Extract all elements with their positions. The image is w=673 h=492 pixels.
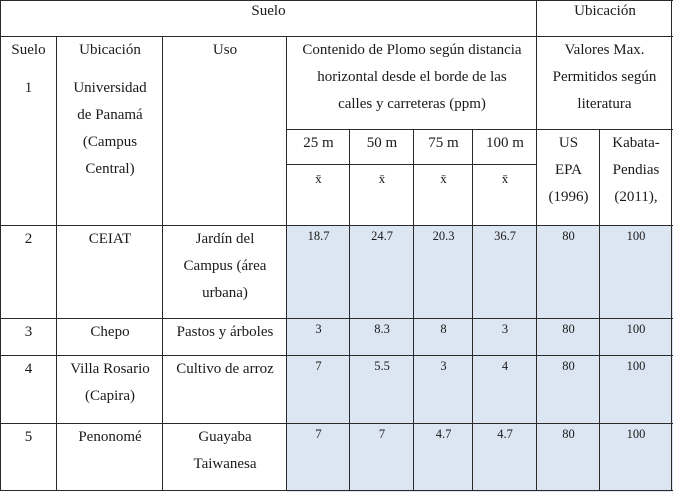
row-5-value-100m: 4.7 xyxy=(497,427,513,441)
row-2-uso-line-3: urbana) xyxy=(202,285,248,301)
row-4-ubicacion xyxy=(57,356,163,423)
row-5-value-50m: 7 xyxy=(378,427,386,441)
suelo-group-header: Suelo xyxy=(251,3,286,19)
lead-header-line-1: Contenido de Plomo según distancia xyxy=(302,42,522,58)
row-2-uso xyxy=(163,226,287,318)
distance-100m: 100 m xyxy=(486,135,524,151)
row-5-suelo: 5 xyxy=(24,429,33,445)
distance-75m: 75 m xyxy=(428,135,459,151)
ubicacion-first-line-1: Universidad xyxy=(73,80,147,96)
row-3-suelo: 3 xyxy=(24,324,33,340)
us-epa-line-3: (1996) xyxy=(548,189,589,205)
lead-header-line-2: horizontal desde el borde de las xyxy=(317,69,507,85)
row-4-value-100m: 4 xyxy=(501,359,509,373)
row-5-uso-line-2: Taiwanesa xyxy=(193,456,257,472)
row-3-value-25m: 3 xyxy=(315,322,322,336)
kabata-line-1: Kabata- xyxy=(612,135,660,151)
row-2-ubicacion: CEIAT xyxy=(88,231,132,247)
ubicacion-group-header: Ubicación xyxy=(574,3,636,19)
mean-symbol-50m: x̄ xyxy=(378,171,386,186)
row-3-us-epa: 80 xyxy=(562,322,575,336)
row-5-value-25m: 7 xyxy=(315,427,322,441)
lead-header-line-3: calles y carreteras (ppm) xyxy=(338,96,486,112)
row-2-suelo: 2 xyxy=(24,231,33,247)
row-4-kabata: 100 xyxy=(626,359,646,373)
row-5-uso-line-1: Guayaba xyxy=(198,429,252,445)
us-epa-line-1: US xyxy=(558,135,579,151)
row-4-value-50m: 5.5 xyxy=(374,359,390,373)
row-5-ubicacion: Penonomé xyxy=(78,429,142,445)
row-2-us-epa: 80 xyxy=(562,229,575,243)
suelo-col-header xyxy=(0,37,57,225)
ubicacion-first-line-4: Central) xyxy=(85,161,135,177)
row-2-uso-line-2: Campus (área xyxy=(183,258,267,274)
row-5-kabata: 100 xyxy=(626,427,646,441)
row-5-value-75m: 4.7 xyxy=(435,427,452,441)
uso-col-header: Uso xyxy=(212,42,238,58)
limits-header-line-3: literatura xyxy=(577,96,632,112)
us-epa-header xyxy=(537,130,600,225)
row-4-ubicacion-line-2: (Capira) xyxy=(85,388,135,404)
row-2-uso-line-1: Jardín del xyxy=(195,231,255,247)
row-3-value-50m: 8.3 xyxy=(374,322,390,336)
row-4-value-25m: 7 xyxy=(315,359,322,373)
row-2-value-25m: 18.7 xyxy=(307,229,330,243)
ubicacion-first-line-2: de Panamá xyxy=(77,107,143,123)
limits-header-line-2: Permitidos según xyxy=(552,69,657,85)
row-2-value-75m: 20.3 xyxy=(432,229,455,243)
distance-50m: 50 m xyxy=(366,135,398,151)
ubicacion-col-header xyxy=(57,37,163,225)
row-5-us-epa: 80 xyxy=(562,427,575,441)
lead-content-header xyxy=(287,37,537,129)
mean-symbol-100m: x̄ xyxy=(501,171,509,186)
limits-header-line-1: Valores Max. xyxy=(564,42,645,58)
rule-bottom xyxy=(0,490,673,491)
row-4-suelo: 4 xyxy=(24,361,33,377)
distance-25m: 25 m xyxy=(303,135,334,151)
row-3-ubicacion: Chepo xyxy=(90,324,130,340)
row-4-uso: Cultivo de arroz xyxy=(176,361,274,377)
ubicacion-col-label: Ubicación xyxy=(79,42,141,58)
row-2-kabata: 100 xyxy=(626,229,646,243)
row-4-value-75m: 3 xyxy=(440,359,447,373)
row-3-value-100m: 3 xyxy=(501,322,509,336)
row-4-ubicacion-line-1: Villa Rosario xyxy=(70,361,150,377)
row-2-value-100m: 36.7 xyxy=(494,229,516,243)
kabata-line-3: (2011), xyxy=(614,189,658,205)
us-epa-line-2: EPA xyxy=(555,162,582,178)
row-2-value-50m: 24.7 xyxy=(371,229,393,243)
row-4-us-epa: 80 xyxy=(562,359,575,373)
row-5-uso xyxy=(163,424,287,490)
kabata-header xyxy=(600,130,672,225)
ubicacion-first-line-3: (Campus xyxy=(82,134,138,150)
suelo-first-number: 1 xyxy=(24,80,33,96)
mean-symbol-75m: x̄ xyxy=(440,171,447,186)
limits-header xyxy=(537,37,672,129)
row-3-kabata: 100 xyxy=(626,322,646,336)
suelo-col-label: Suelo xyxy=(11,42,46,58)
row-3-value-75m: 8 xyxy=(440,322,447,336)
mean-symbol-25m: x̄ xyxy=(315,171,322,186)
row-3-uso: Pastos y árboles xyxy=(176,324,274,340)
kabata-line-2: Pendias xyxy=(612,162,660,178)
